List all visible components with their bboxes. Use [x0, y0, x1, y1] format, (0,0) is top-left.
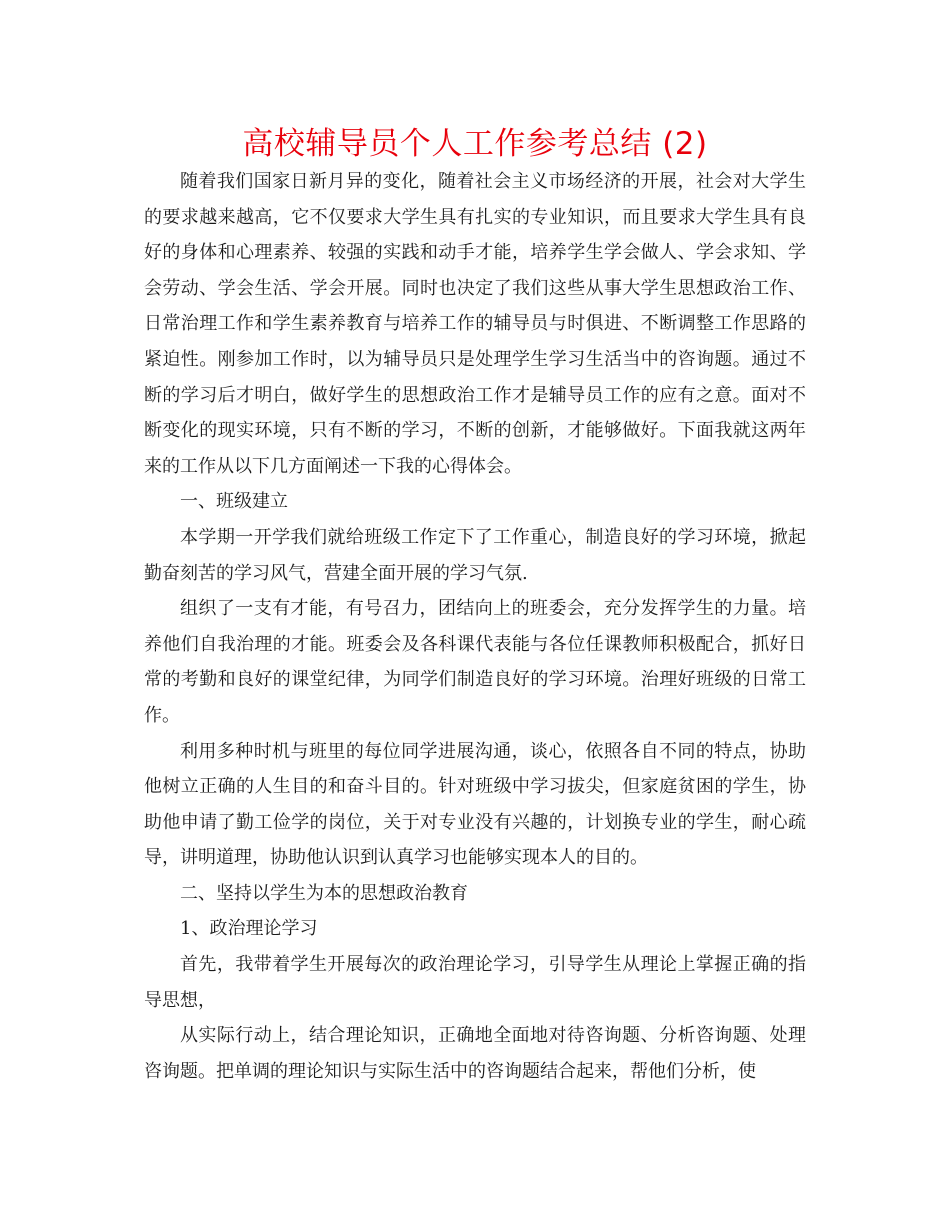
section-heading-political-education: 二、坚持以学生为本的思想政治教育: [180, 882, 468, 904]
paragraph-communication: 利用多种时机与班里的每位同学进展沟通，谈心，依照各自不同的特点，协助他树立正确的人生目的和奋斗目的。针对班级中学习拔尖，但家庭贫困的学生，协助他申请了勤工俭学的岗位，关于对专业没有兴趣的，计划换专业的学生，耐心疏导，讲明道理，协助他认识到认真学习也能够实现本人的目的。: [144, 740, 806, 869]
paragraph-theory-practice: 从实际行动上，结合理论知识，正确地全面地对待咨询题、分析咨询题、处理咨询题。把单调的理论知识与实际生活中的咨询题结合起来，帮他们分析，使: [144, 1025, 806, 1082]
paragraph-intro: 随着我们国家日新月异的变化，随着社会主义市场经济的开展，社会对大学生的要求越来越高，它不仅要求大学生具有扎实的专业知识，而且要求大学生具有良好的身体和心理素养、较强的实践和动手才能，培养学生学会做人、学会求知、学会劳动、学会生活、学会开展。同时也决定了我们这些从事大学生思想政治工作、日常治理工作和学生素养教育与培养工作的辅导员与时俱进、不断调整工作思路的紧迫性。刚参加工作时，以为辅导员只是处理学生学习生活当中的咨询题。通过不断的学习后才明白，做好学生的思想政治工作才是辅导员工作的应有之意。面对不断变化的现实环境，只有不断的学习，不断的创新，才能够做好。下面我就这两年来的工作从以下几方面阐述一下我的心得体会。: [144, 171, 806, 477]
subsection-heading-theory-study: 1、政治理论学习: [180, 918, 318, 940]
paragraph-theory-first: 首先，我带着学生开展每次的政治理论学习，引导学生从理论上掌握正确的指导思想，: [144, 954, 806, 1011]
paragraph-class-committee: 组织了一支有才能，有号召力，团结向上的班委会，充分发挥学生的力量。培养他们自我治理的才能。班委会及各科课代表能与各位任课教师积极配合，抓好日常的考勤和良好的课堂纪律，为同学们制造良好的学习环境。治理好班级的日常工作。: [144, 598, 806, 726]
document-body: [144, 164, 806, 1089]
paragraph-class-focus: 本学期一开学我们就给班级工作定下了工作重心，制造良好的学习环境，掀起勤奋刻苦的学习风气，营建全面开展的学习气氛.: [144, 526, 806, 584]
document-title: 高校辅导员个人工作参考总结 (2): [242, 126, 708, 162]
section-heading-class-building: 一、班级建立: [180, 491, 288, 513]
